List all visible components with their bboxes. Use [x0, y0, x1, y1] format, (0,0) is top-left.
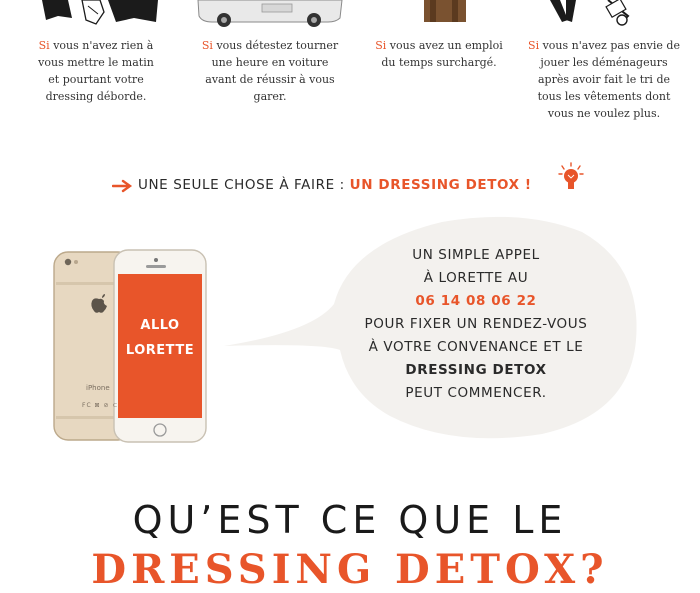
- lightbulb-icon: [558, 162, 584, 192]
- moving-dolly-icon: [546, 0, 642, 28]
- suitcase-icon: [420, 0, 470, 26]
- bubble-line: DRESSING DETOX: [405, 362, 547, 378]
- reason-prefix: Si: [528, 39, 540, 52]
- reason-prefix: Si: [201, 39, 213, 52]
- bubble-line: POUR FIXER UN RENDEZ-VOUS: [364, 316, 588, 332]
- bubble-line: PEUT COMMENCER.: [405, 385, 547, 401]
- bubble-line: À VOTRE CONVENANCE ET LE: [368, 339, 584, 355]
- reason-text: vous détestez tourner une heure en voiture avant de réussir à vous garer.: [205, 39, 339, 103]
- arrow-icon: [112, 179, 134, 193]
- bubble-line: UN SIMPLE APPEL: [412, 247, 540, 263]
- car-icon: [196, 0, 344, 28]
- phone-number-link[interactable]: 06 14 08 06 22: [415, 293, 537, 309]
- phone-back-brand: iPhone: [86, 384, 110, 392]
- reason-text: vous n'avez pas envie de jouer les déménageurs après avoir fait le tri de tous les vêtements dont vous ne voulez plus.: [537, 39, 680, 120]
- phone-screen-line1: ALLO: [140, 318, 180, 333]
- bubble-message: [338, 244, 614, 405]
- phone-back-marks: FC ⊠ ⊘ ⊂: [82, 402, 119, 409]
- reason-prefix: Si: [38, 39, 50, 52]
- tagline-accent: UN DRESSING DETOX !: [349, 177, 532, 193]
- reason-column-2: [196, 37, 344, 105]
- reason-column-3: [372, 37, 506, 71]
- reason-column-4: [526, 37, 682, 122]
- reason-column-1: [34, 37, 158, 105]
- phone-screen-line2: LORETTE: [125, 343, 195, 358]
- reason-text: vous avez un emploi du temps surchargé.: [381, 39, 503, 69]
- reason-prefix: Si: [375, 39, 387, 52]
- bubble-line: À LORETTE AU: [423, 270, 529, 286]
- reason-text: vous n'avez rien à vous mettre le matin et pourtant votre dressing déborde.: [38, 39, 154, 103]
- section-title: QU’EST CE QUE LE: [132, 498, 568, 542]
- tagline: [138, 177, 618, 193]
- clothes-icon: [38, 0, 160, 26]
- section-subtitle: DRESSING DETOX?: [91, 546, 609, 593]
- tagline-lead: UNE SEULE CHOSE À FAIRE :: [138, 177, 345, 193]
- apple-logo-icon: [90, 294, 108, 314]
